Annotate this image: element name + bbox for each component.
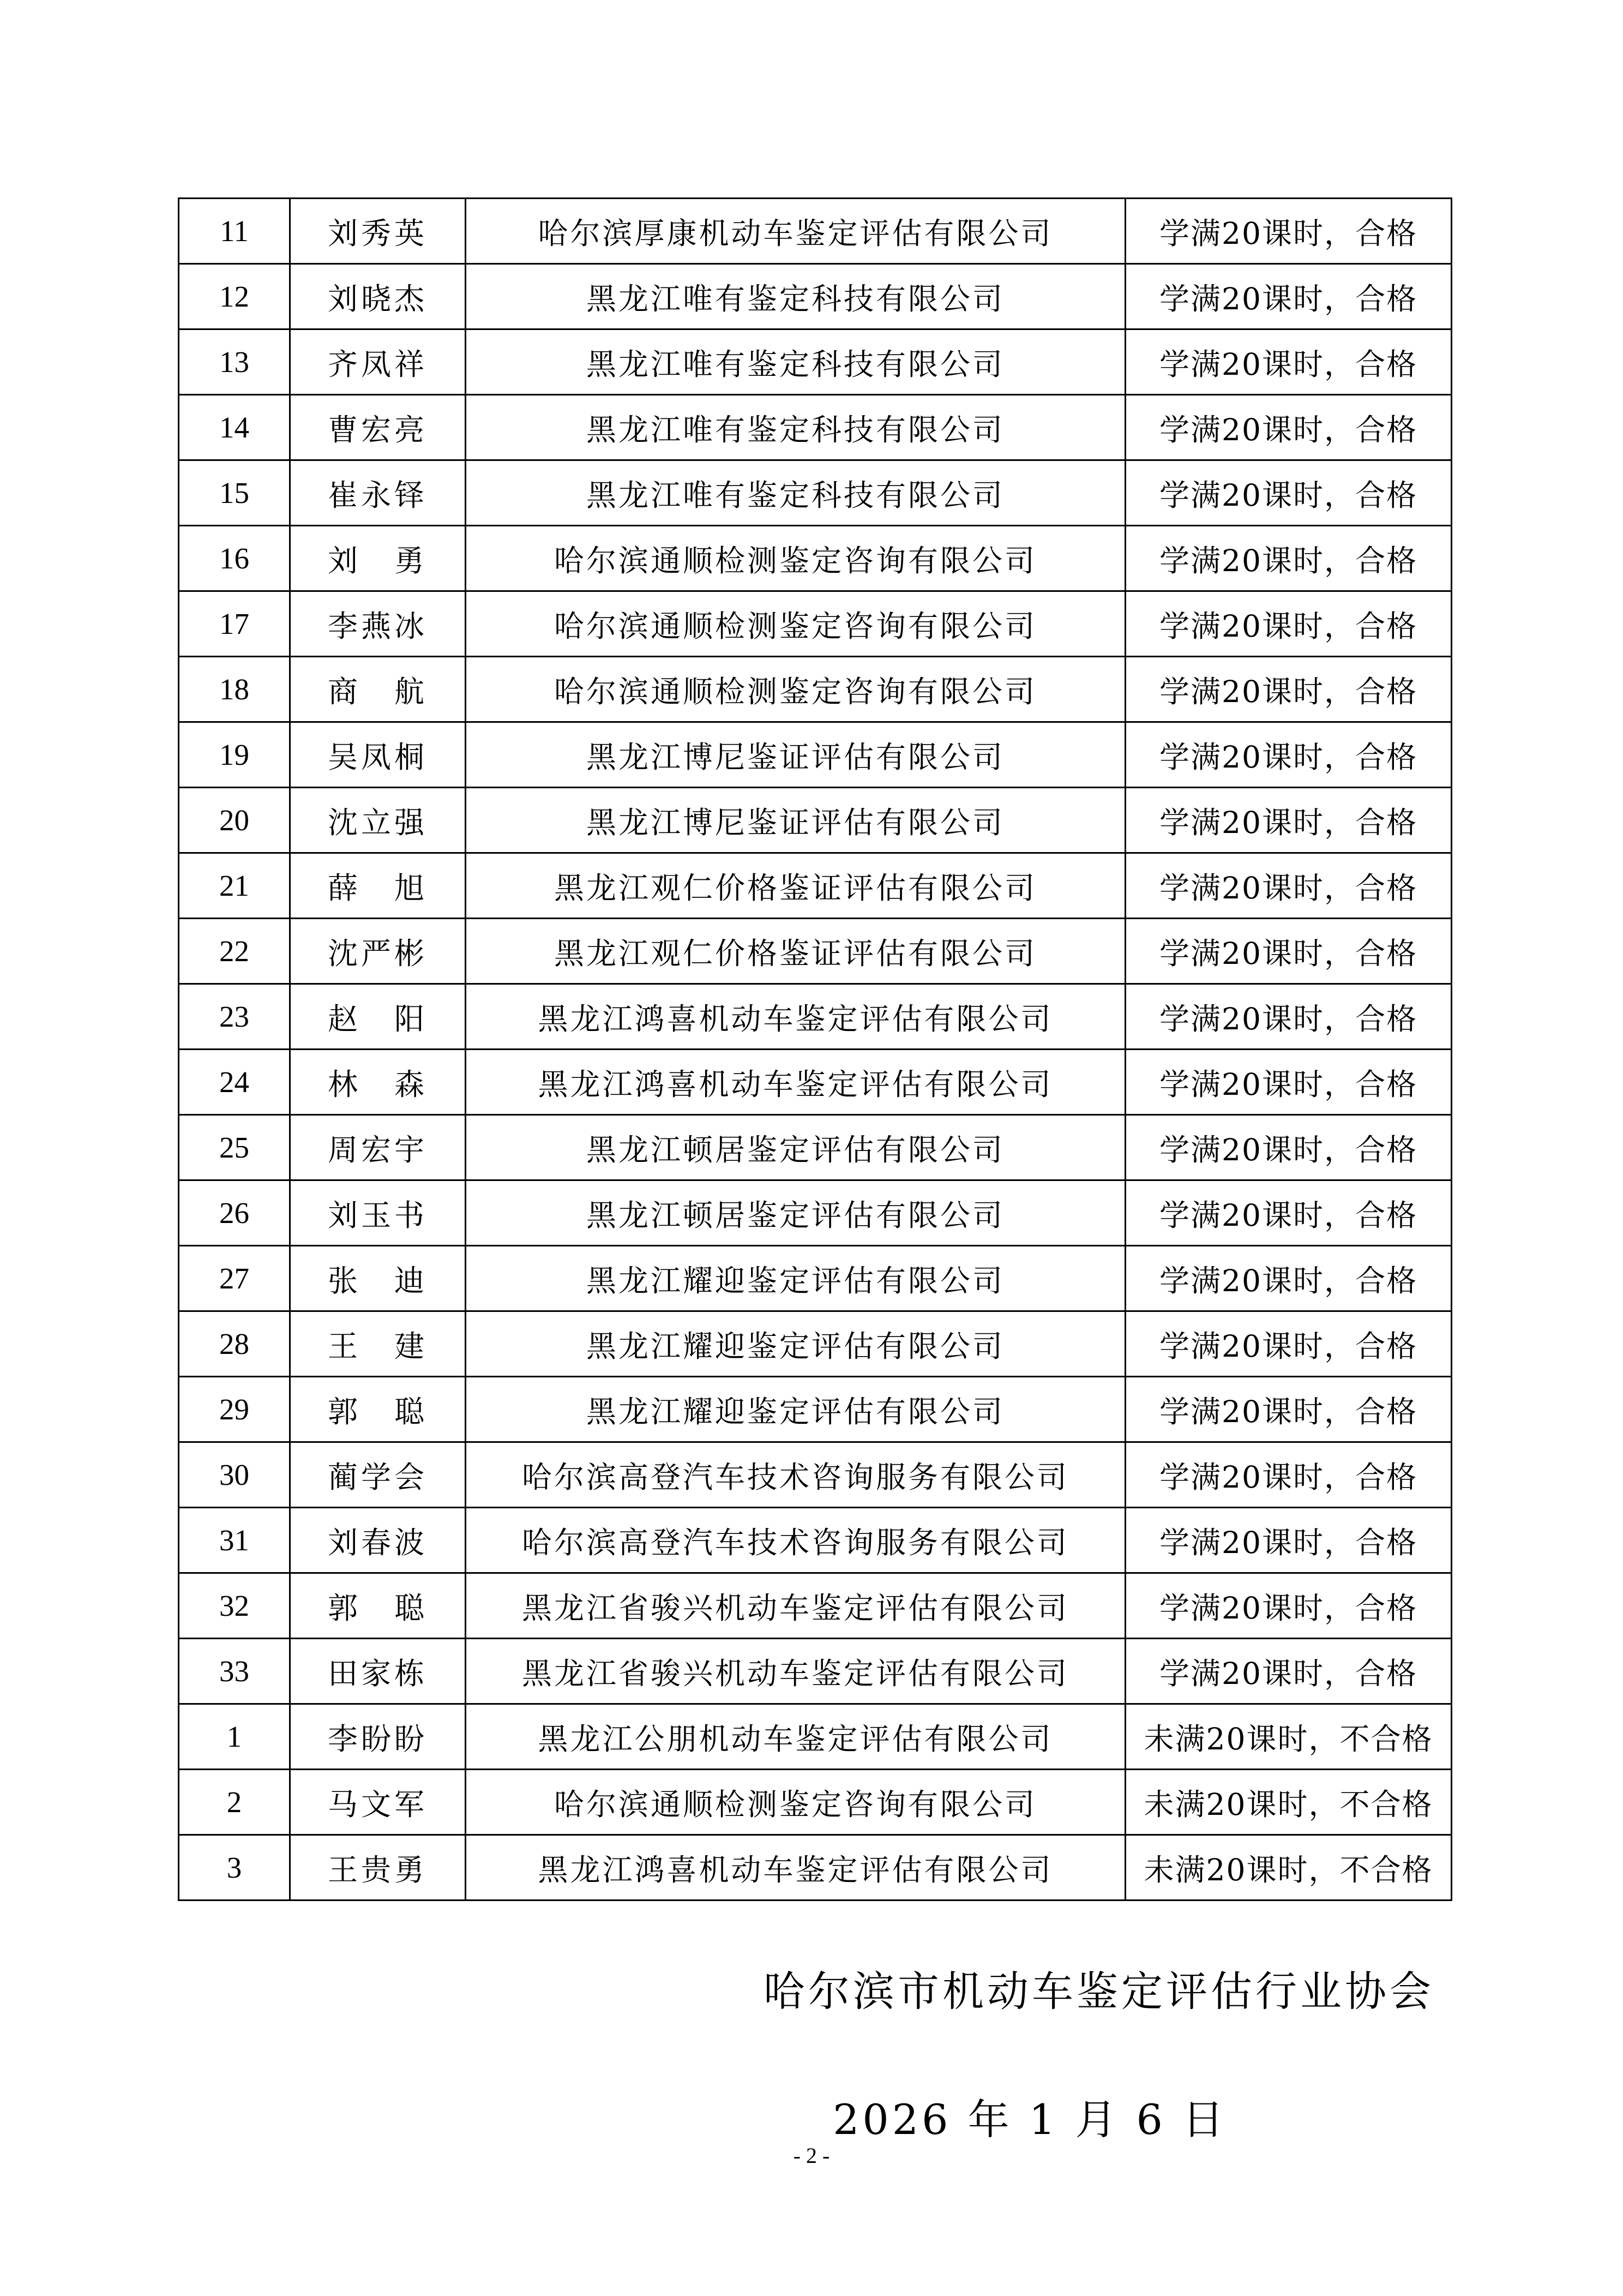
trainee-name: 蔺学会 (290, 1442, 466, 1508)
trainee-results-table (178, 197, 1452, 1901)
row-number: 23 (179, 984, 290, 1050)
training-result: 学满20课时，合格 (1126, 264, 1452, 329)
trainee-name: 齐凤祥 (290, 329, 466, 395)
training-result: 学满20课时，合格 (1126, 1573, 1452, 1639)
trainee-name: 刘玉书 (290, 1180, 466, 1246)
table-row (179, 1050, 1452, 1115)
table-row (179, 984, 1452, 1050)
table-row (179, 1704, 1452, 1770)
row-number: 29 (179, 1377, 290, 1442)
trainee-name: 张 迪 (290, 1246, 466, 1311)
company-name: 黑龙江省骏兴机动车鉴定评估有限公司 (466, 1639, 1126, 1704)
table-row (179, 1573, 1452, 1639)
row-number: 3 (179, 1835, 290, 1901)
table-row (179, 657, 1452, 722)
table-row (179, 1835, 1452, 1901)
table-row (179, 1377, 1452, 1442)
trainee-name: 赵 阳 (290, 984, 466, 1050)
issuing-organization: 哈尔滨市机动车鉴定评估行业协会 (764, 1967, 1434, 2016)
table-row (179, 1508, 1452, 1573)
row-number: 16 (179, 526, 290, 591)
table-body (179, 199, 1452, 1901)
row-number: 18 (179, 657, 290, 722)
training-result: 未满20课时，不合格 (1126, 1770, 1452, 1835)
table-row (179, 722, 1452, 788)
company-name: 黑龙江博尼鉴证评估有限公司 (466, 722, 1126, 788)
trainee-name: 郭 聪 (290, 1573, 466, 1639)
trainee-name: 商 航 (290, 657, 466, 722)
training-result: 学满20课时，合格 (1126, 1508, 1452, 1573)
row-number: 26 (179, 1180, 290, 1246)
row-number: 27 (179, 1246, 290, 1311)
row-number: 17 (179, 591, 290, 657)
table-row (179, 1770, 1452, 1835)
company-name: 黑龙江唯有鉴定科技有限公司 (466, 460, 1126, 526)
table-row (179, 1180, 1452, 1246)
company-name: 黑龙江耀迎鉴定评估有限公司 (466, 1311, 1126, 1377)
training-result: 学满20课时，合格 (1126, 1639, 1452, 1704)
training-result: 学满20课时，合格 (1126, 853, 1452, 919)
row-number: 19 (179, 722, 290, 788)
row-number: 31 (179, 1508, 290, 1573)
row-number: 30 (179, 1442, 290, 1508)
training-result: 学满20课时，合格 (1126, 919, 1452, 984)
table-row (179, 853, 1452, 919)
trainee-name: 吴凤桐 (290, 722, 466, 788)
trainee-name: 马文军 (290, 1770, 466, 1835)
training-result: 学满20课时，合格 (1126, 395, 1452, 460)
training-result: 学满20课时，合格 (1126, 1311, 1452, 1377)
company-name: 黑龙江鸿喜机动车鉴定评估有限公司 (466, 1050, 1126, 1115)
company-name: 黑龙江公朋机动车鉴定评估有限公司 (466, 1704, 1126, 1770)
table-row (179, 591, 1452, 657)
table-row (179, 1311, 1452, 1377)
trainee-name: 王 建 (290, 1311, 466, 1377)
table-row (179, 1639, 1452, 1704)
company-name: 黑龙江观仁价格鉴证评估有限公司 (466, 919, 1126, 984)
row-number: 15 (179, 460, 290, 526)
company-name: 哈尔滨通顺检测鉴定咨询有限公司 (466, 591, 1126, 657)
row-number: 28 (179, 1311, 290, 1377)
table-row (179, 1442, 1452, 1508)
company-name: 哈尔滨通顺检测鉴定咨询有限公司 (466, 526, 1126, 591)
company-name: 黑龙江鸿喜机动车鉴定评估有限公司 (466, 1835, 1126, 1901)
trainee-name: 刘秀英 (290, 199, 466, 264)
trainee-name: 刘晓杰 (290, 264, 466, 329)
table-row (179, 329, 1452, 395)
training-result: 未满20课时，不合格 (1126, 1835, 1452, 1901)
trainee-name: 郭 聪 (290, 1377, 466, 1442)
company-name: 黑龙江唯有鉴定科技有限公司 (466, 329, 1126, 395)
trainee-name: 刘 勇 (290, 526, 466, 591)
company-name: 哈尔滨高登汽车技术咨询服务有限公司 (466, 1442, 1126, 1508)
row-number: 25 (179, 1115, 290, 1180)
trainee-name: 刘春波 (290, 1508, 466, 1573)
company-name: 哈尔滨通顺检测鉴定咨询有限公司 (466, 1770, 1126, 1835)
training-result: 学满20课时，合格 (1126, 199, 1452, 264)
company-name: 黑龙江顿居鉴定评估有限公司 (466, 1115, 1126, 1180)
table-row (179, 1115, 1452, 1180)
company-name: 黑龙江唯有鉴定科技有限公司 (466, 395, 1126, 460)
company-name: 黑龙江观仁价格鉴证评估有限公司 (466, 853, 1126, 919)
trainee-name: 沈立强 (290, 788, 466, 853)
table-row (179, 919, 1452, 984)
company-name: 黑龙江鸿喜机动车鉴定评估有限公司 (466, 984, 1126, 1050)
row-number: 12 (179, 264, 290, 329)
trainee-name: 田家栋 (290, 1639, 466, 1704)
training-result: 学满20课时，合格 (1126, 329, 1452, 395)
table-row (179, 264, 1452, 329)
trainee-name: 李盼盼 (290, 1704, 466, 1770)
trainee-name: 薛 旭 (290, 853, 466, 919)
training-result: 未满20课时，不合格 (1126, 1704, 1452, 1770)
row-number: 1 (179, 1704, 290, 1770)
row-number: 21 (179, 853, 290, 919)
training-result: 学满20课时，合格 (1126, 1115, 1452, 1180)
row-number: 24 (179, 1050, 290, 1115)
trainee-name: 曹宏亮 (290, 395, 466, 460)
trainee-name: 崔永铎 (290, 460, 466, 526)
training-result: 学满20课时，合格 (1126, 591, 1452, 657)
company-name: 黑龙江博尼鉴证评估有限公司 (466, 788, 1126, 853)
row-number: 14 (179, 395, 290, 460)
company-name: 哈尔滨高登汽车技术咨询服务有限公司 (466, 1508, 1126, 1573)
company-name: 黑龙江耀迎鉴定评估有限公司 (466, 1377, 1126, 1442)
company-name: 哈尔滨通顺检测鉴定咨询有限公司 (466, 657, 1126, 722)
training-result: 学满20课时，合格 (1126, 984, 1452, 1050)
page-number: - 2 - (793, 2143, 830, 2168)
table-row (179, 526, 1452, 591)
training-result: 学满20课时，合格 (1126, 1050, 1452, 1115)
trainee-name: 王贵勇 (290, 1835, 466, 1901)
training-result: 学满20课时，合格 (1126, 1442, 1452, 1508)
row-number: 20 (179, 788, 290, 853)
table-row (179, 395, 1452, 460)
company-name: 黑龙江顿居鉴定评估有限公司 (466, 1180, 1126, 1246)
training-result: 学满20课时，合格 (1126, 788, 1452, 853)
company-name: 黑龙江唯有鉴定科技有限公司 (466, 264, 1126, 329)
row-number: 32 (179, 1573, 290, 1639)
company-name: 哈尔滨厚康机动车鉴定评估有限公司 (466, 199, 1126, 264)
trainee-name: 沈严彬 (290, 919, 466, 984)
training-result: 学满20课时，合格 (1126, 1246, 1452, 1311)
row-number: 22 (179, 919, 290, 984)
table-row (179, 788, 1452, 853)
training-result: 学满20课时，合格 (1126, 657, 1452, 722)
issue-date: 2026 年 1 月 6 日 (833, 2095, 1227, 2144)
training-result: 学满20课时，合格 (1126, 526, 1452, 591)
training-result: 学满20课时，合格 (1126, 722, 1452, 788)
row-number: 13 (179, 329, 290, 395)
training-result: 学满20课时，合格 (1126, 1180, 1452, 1246)
company-name: 黑龙江省骏兴机动车鉴定评估有限公司 (466, 1573, 1126, 1639)
row-number: 2 (179, 1770, 290, 1835)
trainee-name: 周宏宇 (290, 1115, 466, 1180)
row-number: 11 (179, 199, 290, 264)
company-name: 黑龙江耀迎鉴定评估有限公司 (466, 1246, 1126, 1311)
training-result: 学满20课时，合格 (1126, 460, 1452, 526)
table-row (179, 1246, 1452, 1311)
trainee-name: 林 森 (290, 1050, 466, 1115)
table-row (179, 460, 1452, 526)
training-result: 学满20课时，合格 (1126, 1377, 1452, 1442)
trainee-name: 李燕冰 (290, 591, 466, 657)
table-row (179, 199, 1452, 264)
row-number: 33 (179, 1639, 290, 1704)
